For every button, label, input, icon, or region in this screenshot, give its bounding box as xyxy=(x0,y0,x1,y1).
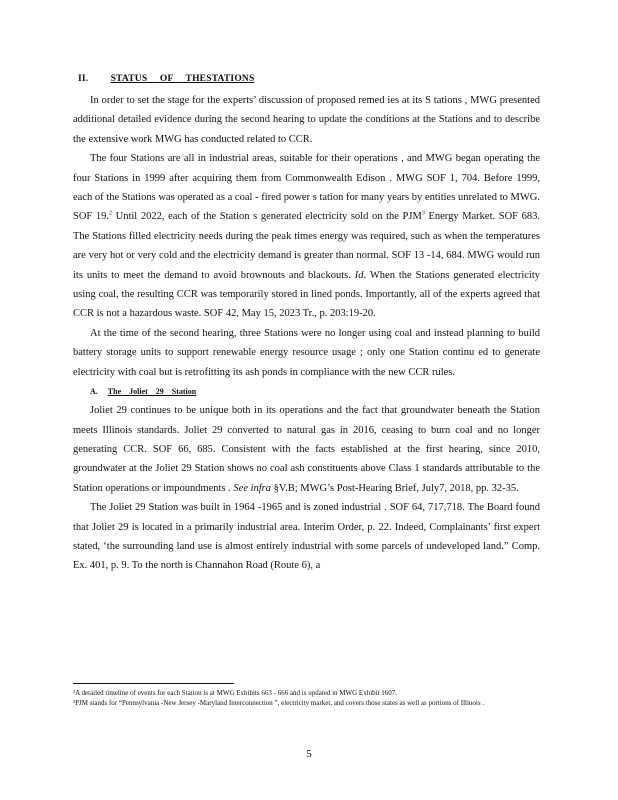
paragraph-stations-history-part-d: . When the Stations generated electricity using coal, the resulting CCR was temporarily stored in lined ponds. Importantly, all of the experts agreed that CCR is not a hazardous waste. SOF 42, May 15, 2023 Tr., p. 203:19-20. xyxy=(73,269,540,320)
paragraph-stations-history-part-a: The four Stations are all in industrial areas, suitable for their operations , and MWG began operating the four Stations in 1999 after acquiring them from Commonwealth Edison . MWG SOF 1, 704. Before 1999, each of the Stations was operated as a coal - fired power s tation for many years by entities unrelated to MWG. SOF 19. xyxy=(73,153,540,223)
paragraph-second-hearing: At the time of the second hearing, three Stations were no longer using coal and instead planning to build battery storage units to support renewable energy resource usage ; only one Station continu ed to generate electricity with coal but is retrofitting its ash ponds in compliance with the new CCR rules. xyxy=(73,327,540,378)
paragraph-intro: In order to set the stage for the experts’ discussion of proposed remed ies at its S tations , MWG presented additional detailed evidence during the second hearing to update the conditions at the Stations and to describe the extensive work MWG has conducted related to CCR. xyxy=(73,95,540,145)
footnote-separator xyxy=(73,683,234,684)
paragraph-joliet-unique xyxy=(73,401,540,498)
section-number: II. xyxy=(78,74,89,84)
body-text xyxy=(73,91,540,576)
subsection-title: The Joliet 29 Station xyxy=(107,387,197,397)
paragraph-stations-history xyxy=(73,149,540,324)
footnote-ref-2: 2 xyxy=(109,210,113,217)
footnote-3: ³PJM stands for “Pennsylvania -New Jersey -Maryland Interconnection ”, electricity market, and covers those states as well as portions of Illinois . xyxy=(73,699,485,707)
paragraph-joliet-unique-part-a: Joliet 29 continues to be unique both in its operations and the fact that groundwater beneath the Station meets Illinois standards. Joliet 29 converted to natural gas in 2016, ceasing to burn coal and no longer generating CCR. SOF 66, 685. Consistent with the facts established at the first hearing, since 2010, groundwater at the Joliet 29 Station shows no coal ash constituents above Class 1 standards attributable to the Station operations or impoundments xyxy=(73,405,540,494)
subsection-heading xyxy=(73,382,540,401)
citation-see-infra: . See infra xyxy=(228,482,272,494)
subsection-letter: A. xyxy=(90,387,98,397)
page-number: 5 xyxy=(306,748,312,760)
footnotes xyxy=(73,688,543,708)
paragraph-stations-history-part-c: Energy Market. SOF 683. The Stations filled electricity needs during the peak times energy was required, such as when the temperatures are very hot or very cold and the electricity demand is greater than normal. SOF 13 -14, 684. MWG would run its units to meet the demand to avoid brownouts and blackouts. xyxy=(73,211,541,281)
footnote-ref-3: 3 xyxy=(421,210,425,217)
paragraph-stations-history-part-b: Until 2022, each of the Station s generated electricity sold on the PJM xyxy=(115,211,422,223)
citation-id: Id xyxy=(354,269,364,281)
section-title: STATUS OF THESTATIONS xyxy=(110,74,255,84)
footnote-2: ²A detailed timeline of events for each Station is at MWG Exhibits 663 - 666 and is updated in MWG Exhibit 1607. xyxy=(73,689,398,697)
paragraph-joliet-unique-part-b: §V.B; MWG’s Post-Hearing Brief, July7, 2018, pp. 32-35. xyxy=(273,482,519,494)
paragraph-joliet-built: The Joliet 29 Station was built in 1964 -1965 and is zoned industrial . SOF 64, 717,718. The Board found that Joliet 29 is located in a primarily industrial area. Interim Order, p. 22. Indeed, Complainants’ first expert stated, ‘the surrounding land use is almost entirely industrial with some parcels of undeveloped land.” Comp. Ex. 401, p. 9. To the north is Channahon Road (Route 6), a xyxy=(73,502,540,572)
section-heading xyxy=(78,74,294,84)
